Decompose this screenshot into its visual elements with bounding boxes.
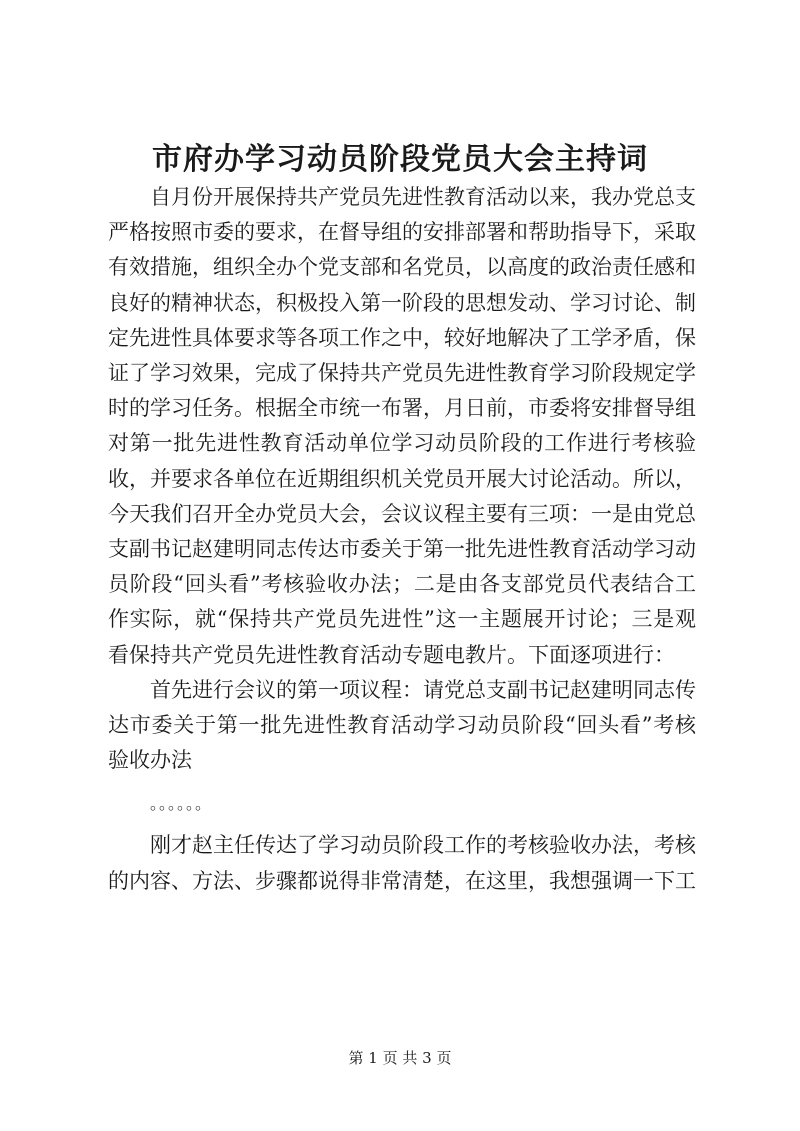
paragraph-opening: 自月份开展保持共产党员先进性教育活动以来，我办党总支严格按照市委的要求，在督导组的安排部署和帮助指导下，采取有效措施，组织全办个党支部和名党员，以高度的政治责任感和良好的精神状态，积极投入第一阶段的思想发动、学习讨论、制定先进性具体要求等各项工作之中，较好地解决了工学矛盾，保证了学习效果，完成了保持共产党员先进性教育学习阶段规定学时的学习任务。根据全市统一布署，月日前，市委将安排督导组对第一批先进性教育活动单位学习动员阶段的工作进行考核验收，并要求各单位在近期组织机关党员开展大讨论活动。所以，今天我们召开全办党员大会，会议议程主要有三项：一是由党总支副书记赵建明同志传达市委关于第一批先进性教育活动学习动员阶段“回头看”考核验收办法；二是由各支部党员代表结合工作实际，就“保持共产党员先进性”这一主题展开讨论；三是观看保持共产党员先进性教育活动专题电教片。下面逐项进行： (108, 185, 696, 667)
page-footer: 第 1 页 共 3 页 (348, 1049, 452, 1067)
document-title: 市府办学习动员阶段党员大会主持词 (152, 142, 648, 177)
document-body (108, 180, 696, 899)
paragraph-first-agenda: 首先进行会议的第一项议程：请党总支副书记赵建明同志传达市委关于第一批先进性教育活动学习动员阶段“回头看”考核验收办法 (108, 677, 696, 773)
ellipsis-marker: 。。。。。。 (150, 794, 213, 814)
paragraph-closing: 刚才赵主任传达了学习动员阶段工作的考核验收办法，考核的内容、方法、步骤都说得非常清楚，在这里，我想强调一下工 (108, 833, 696, 893)
